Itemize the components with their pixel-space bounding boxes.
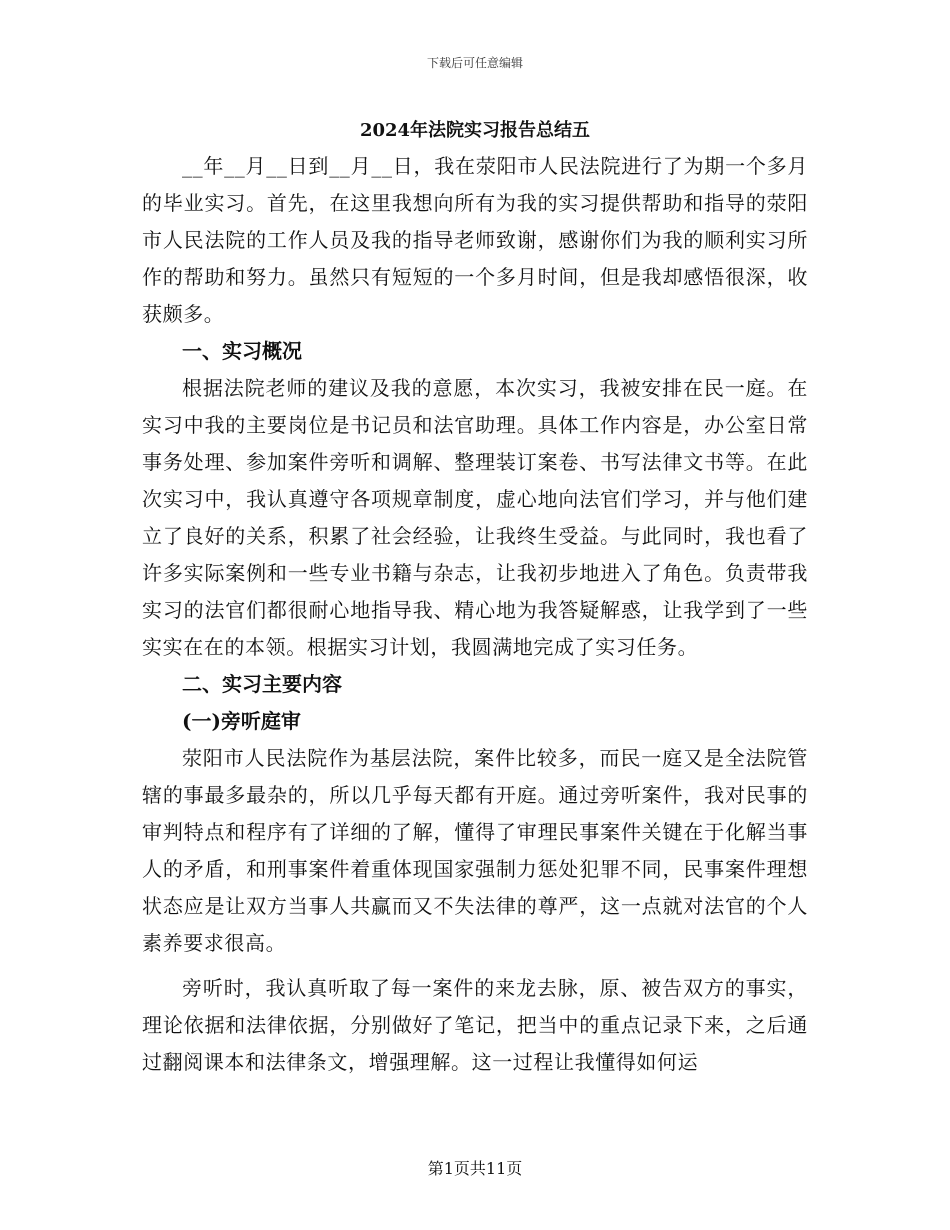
heading-subsection-1: (一)旁听庭审 xyxy=(182,709,301,733)
paragraph-intro: __年__月__日到__月__日，我在荥阳市人民法院进行了为期一个多月的毕业实习。首先，在这里我想向所有为我的实习提供帮助和指导的荥阳市人民法院的工作人员及我的指导老师致谢，感谢你们为我的顺利实习所作的帮助和努力。虽然只有短短的一个多月时间，但是我却感悟很深，收获颇多。 xyxy=(142,154,808,326)
paragraph-overview: 根据法院老师的建议及我的意愿，本次实习，我被安排在民一庭。在实习中我的主要岗位是书记员和法官助理。具体工作内容是，办公室日常事务处理、参加案件旁听和调解、整理装订案卷、书写法律文书等。在此次实习中，我认真遵守各项规章制度，虚心地向法官们学习，并与他们建立了良好的关系，积累了社会经验，让我终生受益。与此同时，我也看了许多实际案例和一些专业书籍与杂志，让我初步地进入了角色。负责带我实习的法官们都很耐心地指导我、精心地为我答疑解惑，让我学到了一些实实在在的本领。根据实习计划，我圆满地完成了实习任务。 xyxy=(142,376,808,659)
heading-section-1: 一、实习概况 xyxy=(182,339,302,363)
document-body xyxy=(142,148,808,1081)
header-note: 下载后可任意编辑 xyxy=(426,56,523,70)
paragraph-hearing-1: 荥阳市人民法院作为基层法院，案件比较多，而民一庭又是全法院管辖的事最多最杂的，所以几乎每天都有开庭。通过旁听案件，我对民事的审判特点和程序有了详细的了解，懂得了审理民事案件关键在于化解当事人的矛盾，和刑事案件着重体现国家强制力惩处犯罪不同，民事案件理想状态应是让双方当事人共赢而又不失法律的尊严，这一点就对法官的个人素养要求很高。 xyxy=(142,746,808,955)
paragraph-hearing-2: 旁听时，我认真听取了每一案件的来龙去脉，原、被告双方的事实，理论依据和法律依据，分别做好了笔记，把当中的重点记录下来，之后通过翻阅课本和法律条文，增强理解。这一过程让我懂得如何运 xyxy=(142,976,808,1074)
document-title: 2024年法院实习报告总结五 xyxy=(359,120,591,141)
page-footer: 第1页共11页 xyxy=(427,1159,523,1178)
paragraph-gap xyxy=(142,962,808,970)
heading-section-2: 二、实习主要内容 xyxy=(182,672,342,696)
